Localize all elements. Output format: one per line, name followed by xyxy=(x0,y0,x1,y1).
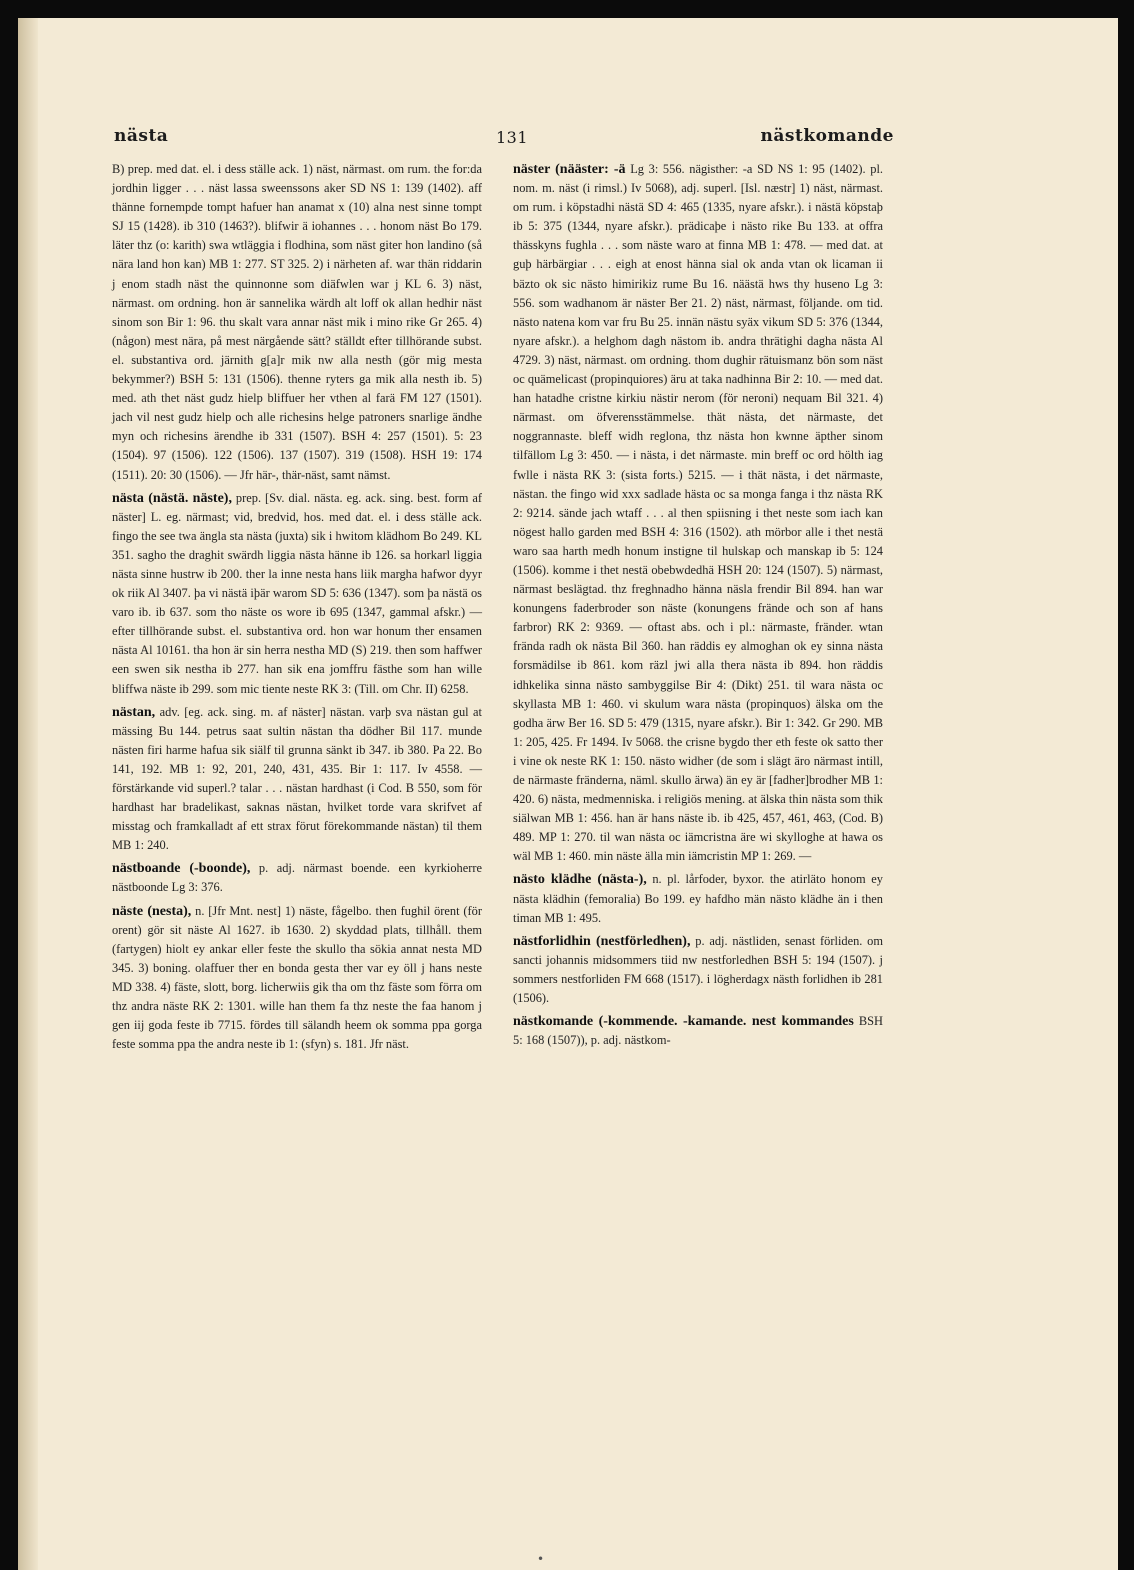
entry-paragraph xyxy=(513,870,883,927)
entry-paragraph xyxy=(112,489,482,699)
entry-lemma: näste (nesta), xyxy=(112,903,192,919)
entry-text: prep. [Sv. dial. nästa. eg. ack. sing. best. form af näster] L. eg. närmast; vid, bredvid, hos. med dat. el. i dess ställe ack. fingo the see twa ängla sta nästa (juxta) sik i hwitom klädhom Bo 249. KL 351. sagho the draghit swärdh liggia nästa hänne ib 126. sa horkarl liggia nästa sinne hustrw ib 200. ther la inne nesta hans liik margha hafwor dyyr ok riik Al 3407. þa vi nästä iþär warom SD 5: 636 (1347). som þa nästä os varo ib. ib 637. som tho näste os wore ib 695 (1347, gammal afskr.) — efter tillhörande subst. el. substantiva ord. hon war honum ther ensamen nästa Al 10161. tha hon är sin herra nestha MD (S) 219. then som haffwer een swen sik nestha ib 277. han sik ena jomffru fästhe som han wille bliffwa näste ib 299. som mic tiente neste RK 3: (Till. om Chr. II) 6258. xyxy=(112,490,482,696)
entry-paragraph xyxy=(112,160,482,485)
dictionary-page xyxy=(18,18,1118,1570)
running-head-left: nästa xyxy=(114,126,169,146)
entry-paragraph xyxy=(112,703,482,856)
entry-lemma: nästkomande (-kommende. -kamande. nest kommandes xyxy=(513,1014,854,1030)
entry-paragraph xyxy=(513,160,883,866)
entry-lemma: nästboande (-boonde), xyxy=(112,861,251,877)
page-number: 131 xyxy=(496,128,529,147)
left-column xyxy=(112,160,482,1058)
entry-lemma: nästforlidhin (nestförledhen), xyxy=(513,933,691,949)
entry-paragraph xyxy=(513,1012,883,1050)
entry-lemma: nästan, xyxy=(112,704,156,720)
entry-text: BSH 5: 168 (1507)), p. adj. nästkom- xyxy=(513,1014,883,1048)
entry-paragraph xyxy=(112,902,482,1055)
page-spine-shadow xyxy=(18,18,38,1570)
entry-text: B) prep. med dat. el. i dess ställe ack. 1) näst, närmast. om rum. the for:da jordhin ligger . . . näst lassa sweenssons aker SD NS 1: 139 (1402). aff thänne fornempde tompt hafuer han anamat x (10) alna nest sinne tompt SJ 15 (1428). ib 310 (1463?). blifwir ä iohannes . . . honom näst Bo 179. läter thz (o: karith) swa wtläggia i flodhina, som näst giter hon landino (så nära land hon kan) MB 1: 277. ST 325. 2) i närheten af. war thän riddarin j enom stadh näst the quinnonne som diäfwlen war j KL 6. 3) näst, närmast. om ordning. hon är sannelika wärdh alt loff ok allan hedhir näst sinom son Bir 1: 96. thu skalt vara annar näst mik i mino rike Gr 265. 4) (någon) mest nära, på mest närgående sätt? ställdt efter tillhörande subst. el. substantiva ord. järnith g[a]r mik nw alla nesth (gör mig mesta bekymmer?) BSH 5: 131 (1506). thenne ryters ga mik alla nesth ib. 5) med. ath thet näst gudz hielp bliffuer her vthen al farä FM 127 (1501). jach vil nest gudz hielp och alle richesins helge patroners snarlige ändhe myn och richesins ärendhe ib 331 (1507). BSH 4: 257 (1501). 5: 23 (1504). 97 (1506). 122 (1506). 137 (1507). 319 (1508). HSH 19: 174 (1511). 20: 30 (1506). — Jfr här-, thär-näst, samt nämst. xyxy=(112,162,482,482)
entry-text: Lg 3: 556. nägisther: -a SD NS 1: 95 (1402). pl. nom. m. näst (i rimsl.) Iv 5068), adj. superl. [Isl. næstr] 1) näst, närmast. om rum. i köpstadhi nästä SD 4: 465 (1335, nyare afskr.). i nästä köpstaþ ib 5: 375 (1344, nyare afskr.). prädicaþe i nästo rike Bu 133. at offra thässkyns fughla . . . som näste waro at finna MB 1: 478. — med dat. at guþ härbärgiar . . . eigh at enost hänna sial ok anda vtan ok licaman ii bäzto ok sic nästo himirikiz rume Bu 16. näästä hws thy huseno Lg 3: 556. som wadhanom är näster Ber 21. 2) näst, närmast, följande. om tid. nästo natena kom var fru Bu 25. innän nästu syäx vikum SD 5: 376 (1344, nyare afskr.). a helghom dagh nästom ib. andra thrätighi dagha nästa Al 4729. 3) näst, närmast. om ordning. thom dughir rätuismanz bön som näst oc quämelicast (propinquiores) äru at taka nadhinna Bir 2: 10. — med dat. han hatadhe cristne kirkiu nästir nerom (för neroni) nequam Bil 321. 4) närmast. om öfverensstämmelse. thät nästa, det närmaste, det noggrannaste. bleff widh reglona, thz nästa hon kwnne äpther sinom tilfällom Lg 3: 450. — i nästa, i det närmaste. min breff oc ord hölth iag fwlle i nästa RK 3: (sista forts.) 5215. — i thät nästa, i det närmaste, nästan. the fingo wid xxx sadlade hästa oc sa monga fanga i thz nästa RK 2: 9214. sände jach wtaff . . . al then spiisning i thet neste som iach kan nögest hallo garden med BSH 4: 316 (1502). ath mörbor alle i thet nestä waro saa harth medh honum instigne til hulskap och manskap ib 5: 124 (1506). komme i thet nestä obebwdedhä HSH 20: 124 (1507). 5) närmast, närmast beslägtad. thz freghnadho hänna näsla frendir Bil 894. han war konungens faderbroder son näste (konungens frände och son af hans farbror) RK 2: 9369. — oftast abs. och i pl.: närmaste, fränder. wtan frända radh ok nästa Bil 360. han räddis ey almoghan ok ey sinna nästa forsmädilse ib 861. kom räzl jwi alla thera nästa ib 894. hon räddis idhkelika sinna nästo sambyggilse Bir 4: (Dikt) 251. til wara nästa oc skyllasta MB 1: 460. vi skulum wara nästa (propinquos) älska om the godha ärw Ber 16. SD 5: 479 (1315, nyare afskr.). Bir 1: 342. Gr 290. MB 1: 205, 425. Fr 1494. Iv 5068. the crisne bygdo ther eth feste ok satto ther i vine ok neste RK 1: 150. nästo widher (de som i slägt äro närmast intill, de närmaste fränderna, näml. skullo ärwa) än ey är [fadher]brodher MB 1: 420. 6) nästa, medmenniska. i religiös mening. at älska thin nästa som thik siälwan MB 1: 456. han är hans näste ib. ib 425, 457, 461, 463, (Cod. B) 489. MP 1: 270. til wan nästa oc iämcristna äre wi skylloghe at hawa os wäl MB 1: 460. min näste älla min iämcristin MP 1: 269. — xyxy=(513,162,883,864)
entry-lemma: nästa (nästä. näste), xyxy=(112,490,232,506)
running-head-right: nästkomande xyxy=(760,126,894,146)
entry-text: n. pl. lårfoder, byxor. the atirläto honom ey nästa klädhin (femoralia) Bo 199. ey hafdho män nästo klädhe än i then timan MB 1: 495. xyxy=(513,872,883,925)
entry-text: p. adj. närmast boende. een kyrkioherre nästboonde Lg 3: 376. xyxy=(112,861,482,895)
right-column xyxy=(513,160,883,1054)
entry-paragraph xyxy=(112,859,482,897)
entry-text: p. adj. nästliden, senast förliden. om sancti johannis midsommers tiid nw nestforledhen BSH 5: 194 (1507). j sommers nestforliden FM 668 (1517). i lögherdagx nästh forlidhen ib 281 (1506). xyxy=(513,933,883,1006)
entry-paragraph xyxy=(513,932,883,1008)
ink-speck: • xyxy=(537,1552,545,1566)
entry-text: adv. [eg. ack. sing. m. af näster] nästan. varþ sva nästan gul at mässing Bu 144. petrus saat sultin nästan tha dödher Bil 117. munde nästen firi harme hafua sik siälf til grunna sänkt ib 347. ib 380. Pa 22. Bo 141, 192. MB 1: 92, 201, 240, 431, 435. Bir 1: 117. Iv 4558. — förstärkande vid superl.? talar . . . nästan hardhast (i Cod. B 550, som för hardhast har bradelikast, saknas nästan, hvilket torde vara skrifvet af misstag och framkalladt af ett strax förut förekommande nästan) til them MB 1: 240. xyxy=(112,704,482,853)
entry-lemma: näster (nääster: -ä xyxy=(513,162,626,177)
entry-text: n. [Jfr Mnt. nest] 1) näste, fågelbo. then fughil örent (för orent) gör sit näste Al 1627. ib 1630. 2) skyddad plats, tillhåll. them (fartygen) hiolt ey ankar eller feste the skullo tha sökia annat nesta MD 345. 3) boning. olaffuer ther en bonda gesta ther var ey öll j hans neste MD 338. 4) fäste, slott, borg. licherwiis gik tha om thz fäste som förra om thz andra näste RK 2: 1301. wille han them fa thz neste the faa hanom j gen iij goda feste ib 7715. fördes till sälandh heem ok somma ppa gorga feste somma ppa the andra neste ib 1: (sfyn) s. 181. Jfr näst. xyxy=(112,903,482,1052)
entry-lemma: nästo klädhe (nästa-), xyxy=(513,872,647,888)
